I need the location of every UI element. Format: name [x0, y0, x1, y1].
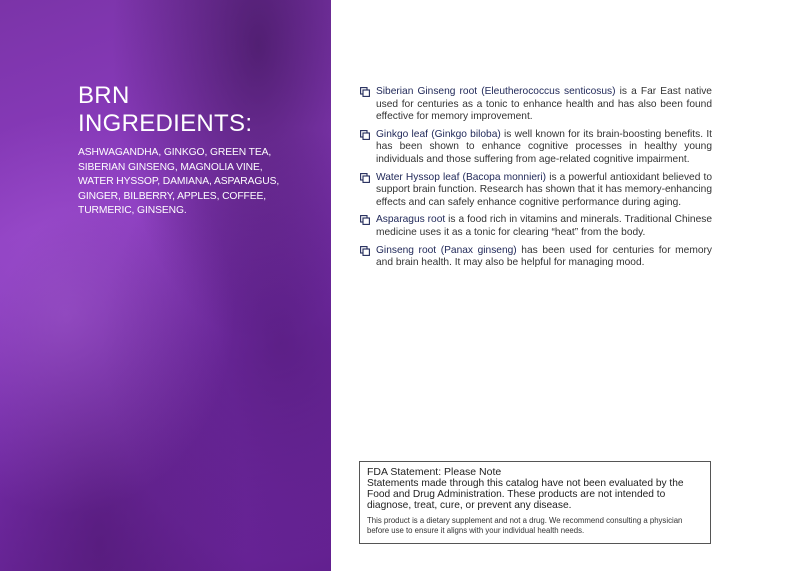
list-item: [360, 214, 712, 239]
page-title: [78, 82, 252, 138]
copy-icon: [360, 246, 370, 256]
item-name: Siberian Ginseng root: [376, 86, 478, 97]
copy-icon: [360, 173, 370, 183]
item-name: Ginkgo leaf: [376, 128, 428, 140]
item-text: is well known for its brain-boosting benefits. It has been shown to enhance cognitive processes in healthy young individuals and those suffering from age-related cognitive impairment.: [376, 128, 712, 165]
copy-icon: [360, 130, 370, 140]
purple-panel: [0, 0, 331, 571]
fda-text: Statements made through this catalog have not been evaluated by the Food and Drug Administration. These products are not intended to diagnose, treat, cure, or prevent any disease.: [367, 478, 684, 511]
item-latin: (Ginkgo biloba): [431, 128, 501, 140]
fda-statement-box: [359, 461, 711, 544]
title-line-1: BRN: [78, 82, 130, 109]
title-line-2: INGREDIENTS:: [78, 110, 253, 137]
item-latin: (Eleutherococcus senticosus): [481, 86, 616, 97]
item-text: is a powerful antioxidant believed to support brain function. Research has shown that it has memory-enhancing effects and can safely enhance cognitive performance during aging.: [376, 171, 712, 208]
item-text: has been used for centuries for memory and brain health. It may also be helpful for managing mood.: [376, 244, 712, 269]
fda-disclaimer: This product is a dietary supplement and not a drug. We recommend consulting a physician before use to ensure it aligns with your individual health needs.: [367, 516, 683, 536]
list-item: [360, 245, 712, 270]
ingredient-list: ASHWAGANDHA, GINKGO, GREEN TEA, SIBERIAN GINSENG, MAGNOLIA VINE, WATER HYSSOP, DAMIANA, ASPARAGUS, GINGER, BILBERRY, APPLES, COFFEE, TURMERIC, GINSENG.: [78, 147, 280, 217]
copy-icon: [360, 215, 370, 225]
fda-title: FDA Statement: Please Note: [367, 466, 502, 478]
item-text: is a food rich in vitamins and minerals. Traditional Chinese medicine uses it as a tonic for clearing “heat” from the body.: [376, 214, 712, 238]
copy-icon: [360, 87, 370, 97]
item-name: Ginseng root: [376, 244, 437, 256]
item-latin: (Bacopa monnieri): [462, 171, 547, 183]
ingredient-descriptions: [360, 86, 712, 275]
list-item: [360, 129, 712, 167]
list-item: [360, 86, 712, 124]
item-name: Water Hyssop leaf: [376, 171, 460, 183]
list-item: [360, 172, 712, 210]
item-name: Asparagus root: [376, 214, 446, 226]
item-text: is a Far East native used for centuries as a tonic to enhance health and has also been found effective for memory improvement.: [376, 86, 712, 123]
item-latin: (Panax ginseng): [440, 244, 517, 256]
